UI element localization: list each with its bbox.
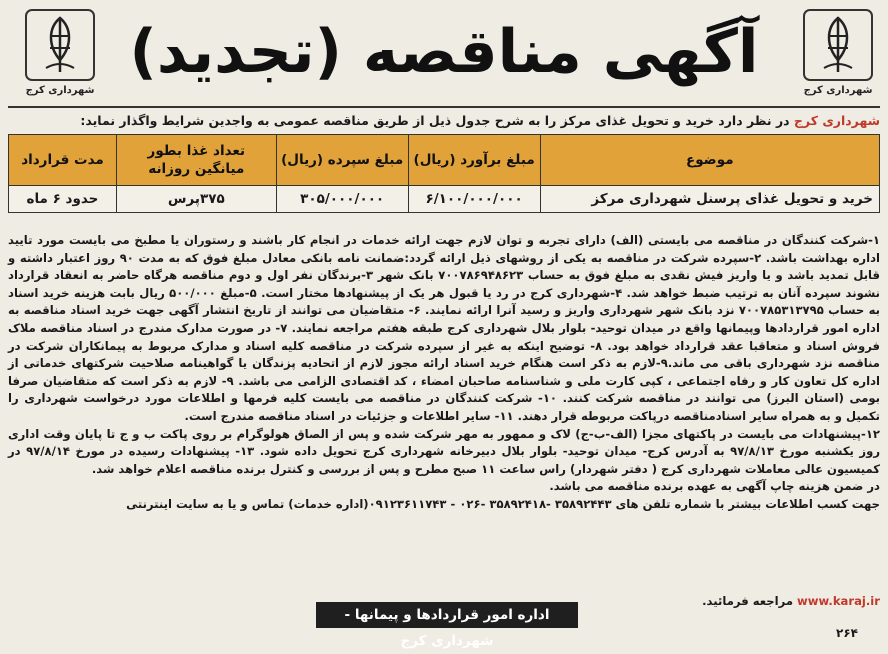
cell-estimate: ۶/۱۰۰/۰۰۰/۰۰۰ xyxy=(408,186,540,213)
col-estimate: مبلغ برآورد (ریال) xyxy=(408,135,540,186)
contact-paragraph: جهت کسب اطلاعات بیشتر با شماره تلفن های ۳۵۸۹۲۴۴۳ -۳۵۸۹۲۴۱۸ -۰۲۶ - ۰۹۱۲۳۶۱۱۷۴۳(اداره خدمات) تماس و یا به سایت اینترنتی xyxy=(126,496,880,511)
website-line xyxy=(702,594,880,608)
table-row xyxy=(9,186,880,213)
conditions-paragraph: ۱۲-پیشنهادات می بایست در پاکتهای مجزا (الف-ب-ج) لاک و ممهور به مهر شرکت شده و پس از الصاق هولوگرام بر روی پاکت ب و ج تا پایان وقت اداری روز یکشنبه مورخ ۹۷/۸/۱۳ به آدرس کرج- میدان توحید- بلوار بلال دبیرخانه شهرداری کرج تحویل داده شود. ۱۳- پیشنهادات رسیده در مورخ ۹۷/۸/۱۴ در کمیسیون عالی معاملات شهرداری کرج ( دفتر شهردار) راس ساعت ۱۱ صبح مطرح و پس از بررسی و کنترل برنده مناقصه اعلام خواهد شد. xyxy=(8,426,880,476)
emblem-icon xyxy=(22,6,98,84)
header xyxy=(0,0,888,108)
intro-text: در نظر دارد خرید و تحویل غذای مرکز را به شرح جدول ذیل از طریق مناقصه عمومی به واجدین شرایط واگذار نماید: xyxy=(80,113,794,128)
organization-name: شهرداری کرج xyxy=(793,113,880,128)
website-suffix: مراجعه فرمائید. xyxy=(702,594,798,608)
col-daily-meals: تعداد غذا بطور میانگین روزانه xyxy=(116,135,276,186)
divider xyxy=(8,106,880,108)
table-header-row xyxy=(9,135,880,186)
karaj-municipality-logo-right xyxy=(800,6,876,98)
logo-caption: شهرداری کرج xyxy=(803,85,873,96)
cell-daily-meals: ۳۷۵پرس xyxy=(116,186,276,213)
intro-line xyxy=(8,112,880,130)
website-link[interactable]: www.karaj.ir xyxy=(797,594,880,608)
conditions-paragraph: در ضمن هزینه چاپ آگهی به عهده برنده مناقصه می باشد. xyxy=(549,479,880,494)
emblem-icon xyxy=(800,6,876,84)
page-title: آگهی مناقصه (تجدید) xyxy=(129,17,759,87)
col-duration: مدت قرارداد xyxy=(9,135,117,186)
col-deposit: مبلغ سپرده (ریال) xyxy=(276,135,408,186)
karaj-municipality-logo-left xyxy=(22,6,98,98)
col-subject: موضوع xyxy=(540,135,879,186)
tender-table xyxy=(8,134,880,213)
page-number: ۲۶۴ xyxy=(836,626,858,640)
logo-caption: شهرداری کرج xyxy=(25,85,95,96)
conditions-paragraph: ۱-شرکت کنندگان در مناقصه می بایستی (الف) دارای تجربه و توان لازم جهت ارائه خدمات در انجام کار باشند و رستوران یا مطبخ می بایست مورد تایید اداره بهداشت باشد. ۲-سپرده شرکت در مناقصه به یکی از روشهای ذیل ارائه گردد:ضمانت نامه بانکی معادل مبلغ فوق که به مدت ۹۰ روز اعتبار داشته و قابل تمدید باشد و یا واریز فیش نقدی به مبلغ فوق به حساب ۷۰۰۷۸۶۹۴۸۶۲۳ بانک شهر ۳-برندگان نفر اول و دوم مناقصه هرگاه حاضر به انعقاد قرارداد نشوند سپرده آنان به ترتیب ضبط خواهد شد. ۴-شهرداری کرج در رد یا قبول هر یک از پیشنهادها مختار است. ۵-مبلغ ۵۰۰/۰۰۰ ریال بابت هزینه خرید اسناد به حساب ۷۰۰۷۸۵۳۱۳۷۹۵ نزد بانک شهر شهرداری واریز و رسید آنرا ارائه نمایند. ۶- متقاضیان می توانند از تاریخ انتشار آگهی جهت خرید اسناد مناقصه به اداره امور قراردادها وپیمانها واقع در میدان توحید- بلوار بلال شهرداری کرج طبقه هفتم مراجعه نمایند. ۷- در صورت مدارک مندرج در اسناد مناقصه ملاک فروش اسناد و متعاقبا عقد قرارداد خواهد بود. ۸- توضیح اینکه به غیر از سپرده شرکت در مناقصه کلیه اسناد و مدارک مربوط به پیمانکاران شرکت در مناقصه نزد شهرداری باقی می ماند.۹-لازم به ذکر است هنگام خرید اسناد ارائه مجوز لازم از اتحادیه پزندگان یا گواهینامه صلاحیت شرکتهای خدماتی از اداره کل تعاون کار و رفاه اجتماعی ، کپی کارت ملی و شناسنامه صاحبان امضاء ، کد اقتصادی الزامی می باشد. ۹- لازم به ذکر است که متقاضیان صرفا بومی (استان البرز) می توانند در مناقصه شرکت کنند. ۱۰- شرکت کنندگان در مناقصه می بایست کلیه فرمها و اطلاعات مورد درخواست شهرداری را تکمیل و به همراه سایر اسنادمناقصه درپاکت مربوطه قرار دهند. ۱۱- سایر اطلاعات و جزئیات در اسناد مناقصه مندرج است. xyxy=(8,233,881,423)
conditions-text xyxy=(8,232,880,514)
cell-subject: خرید و تحویل غذای پرسنل شهرداری مرکز xyxy=(540,186,879,213)
cell-deposit: ۳۰۵/۰۰۰/۰۰۰ xyxy=(276,186,408,213)
cell-duration: حدود ۶ ماه xyxy=(9,186,117,213)
department-banner: اداره امور قراردادها و پیمانها - شهرداری کرج xyxy=(316,602,578,628)
